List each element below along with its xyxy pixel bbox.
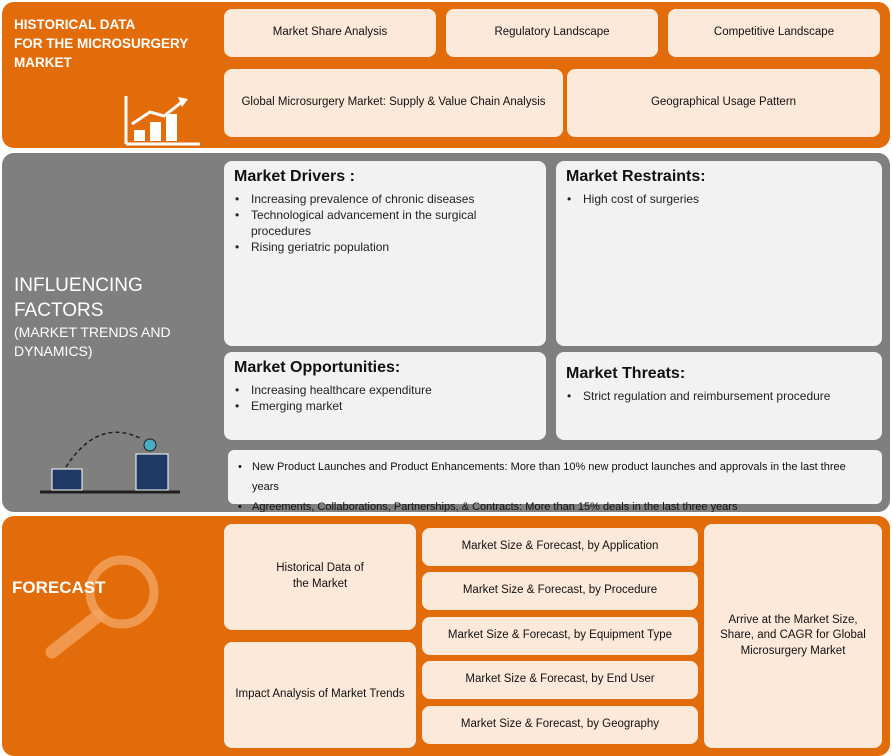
segment-geography-box: Market Size & Forecast, by Geography: [422, 706, 698, 744]
competitive-landscape-box: Competitive Landscape: [668, 9, 880, 57]
market-threats-list: [566, 388, 872, 404]
market-drivers-title: Market Drivers :: [234, 168, 355, 185]
market-opportunities-list: [234, 382, 536, 414]
influencing-title-line1: INFLUENCING: [14, 275, 143, 296]
influencing-title: [14, 273, 214, 361]
list-item: • Emerging market: [234, 398, 536, 414]
historical-data-box: [224, 524, 416, 630]
historical-data-line1: Historical Data of: [276, 562, 364, 575]
market-drivers-card: [224, 161, 546, 346]
recent-developments-box: [228, 450, 882, 512]
forecast-section: [2, 516, 890, 756]
result-box: [704, 524, 882, 748]
historical-section: [2, 2, 890, 148]
list-item: • Increasing prevalence of chronic diseases: [234, 191, 536, 207]
market-threats-title: Market Threats:: [566, 365, 686, 382]
market-opportunities-title: Market Opportunities:: [234, 359, 401, 376]
influencing-subtitle-line2: DYNAMICS): [14, 343, 93, 359]
market-restraints-list: [566, 191, 872, 207]
historical-title-line3: MARKET: [14, 55, 72, 70]
forecast-title: FORECAST: [12, 578, 106, 597]
jump-bars-icon: [38, 425, 184, 497]
market-drivers-list: [234, 191, 536, 255]
list-item: • Agreements, Collaborations, Partnerships, & Contracts: More than 15% deals in the last three years: [238, 497, 872, 512]
market-restraints-title: Market Restraints:: [566, 168, 706, 185]
bar-chart-growth-icon: [120, 94, 202, 148]
list-item: • Strict regulation and reimbursement procedure: [566, 388, 872, 404]
segment-procedure-box: Market Size & Forecast, by Procedure: [422, 572, 698, 610]
magnifier-icon: [38, 550, 168, 660]
result-line2: Share, and CAGR for Global: [720, 629, 866, 642]
historical-title: [14, 15, 214, 72]
influencing-title-line2: FACTORS: [14, 300, 104, 321]
geographical-usage-box: Geographical Usage Pattern: [567, 69, 880, 137]
market-share-analysis-box: Market Share Analysis: [224, 9, 436, 57]
market-restraints-card: [556, 161, 882, 346]
influencing-section: [2, 153, 890, 512]
regulatory-landscape-box: Regulatory Landscape: [446, 9, 658, 57]
result-line3: Microsurgery Market: [740, 644, 846, 657]
influencing-subtitle-line1: (MARKET TRENDS AND: [14, 324, 171, 340]
list-item: • Rising geriatric population: [234, 239, 536, 255]
impact-analysis-box: Impact Analysis of Market Trends: [224, 642, 416, 748]
list-item: • New Product Launches and Product Enhancements: More than 10% new product launches and approvals in the last three years: [238, 457, 872, 497]
historical-title-line1: HISTORICAL DATA: [14, 17, 136, 32]
market-threats-card: [556, 352, 882, 440]
segment-application-box: Market Size & Forecast, by Application: [422, 528, 698, 566]
market-opportunities-card: [224, 352, 546, 440]
historical-title-line2: FOR THE MICROSURGERY: [14, 36, 189, 51]
segment-end-user-box: Market Size & Forecast, by End User: [422, 661, 698, 699]
list-item: • High cost of surgeries: [566, 191, 872, 207]
supply-value-chain-box: Global Microsurgery Market: Supply & Value Chain Analysis: [224, 69, 563, 137]
list-item: • Increasing healthcare expenditure: [234, 382, 536, 398]
segment-equipment-type-box: Market Size & Forecast, by Equipment Type: [422, 617, 698, 655]
list-item: • Technological advancement in the surgical procedures: [234, 207, 536, 239]
historical-data-line2: the Market: [292, 578, 348, 590]
result-line1: Arrive at the Market Size,: [728, 613, 858, 626]
